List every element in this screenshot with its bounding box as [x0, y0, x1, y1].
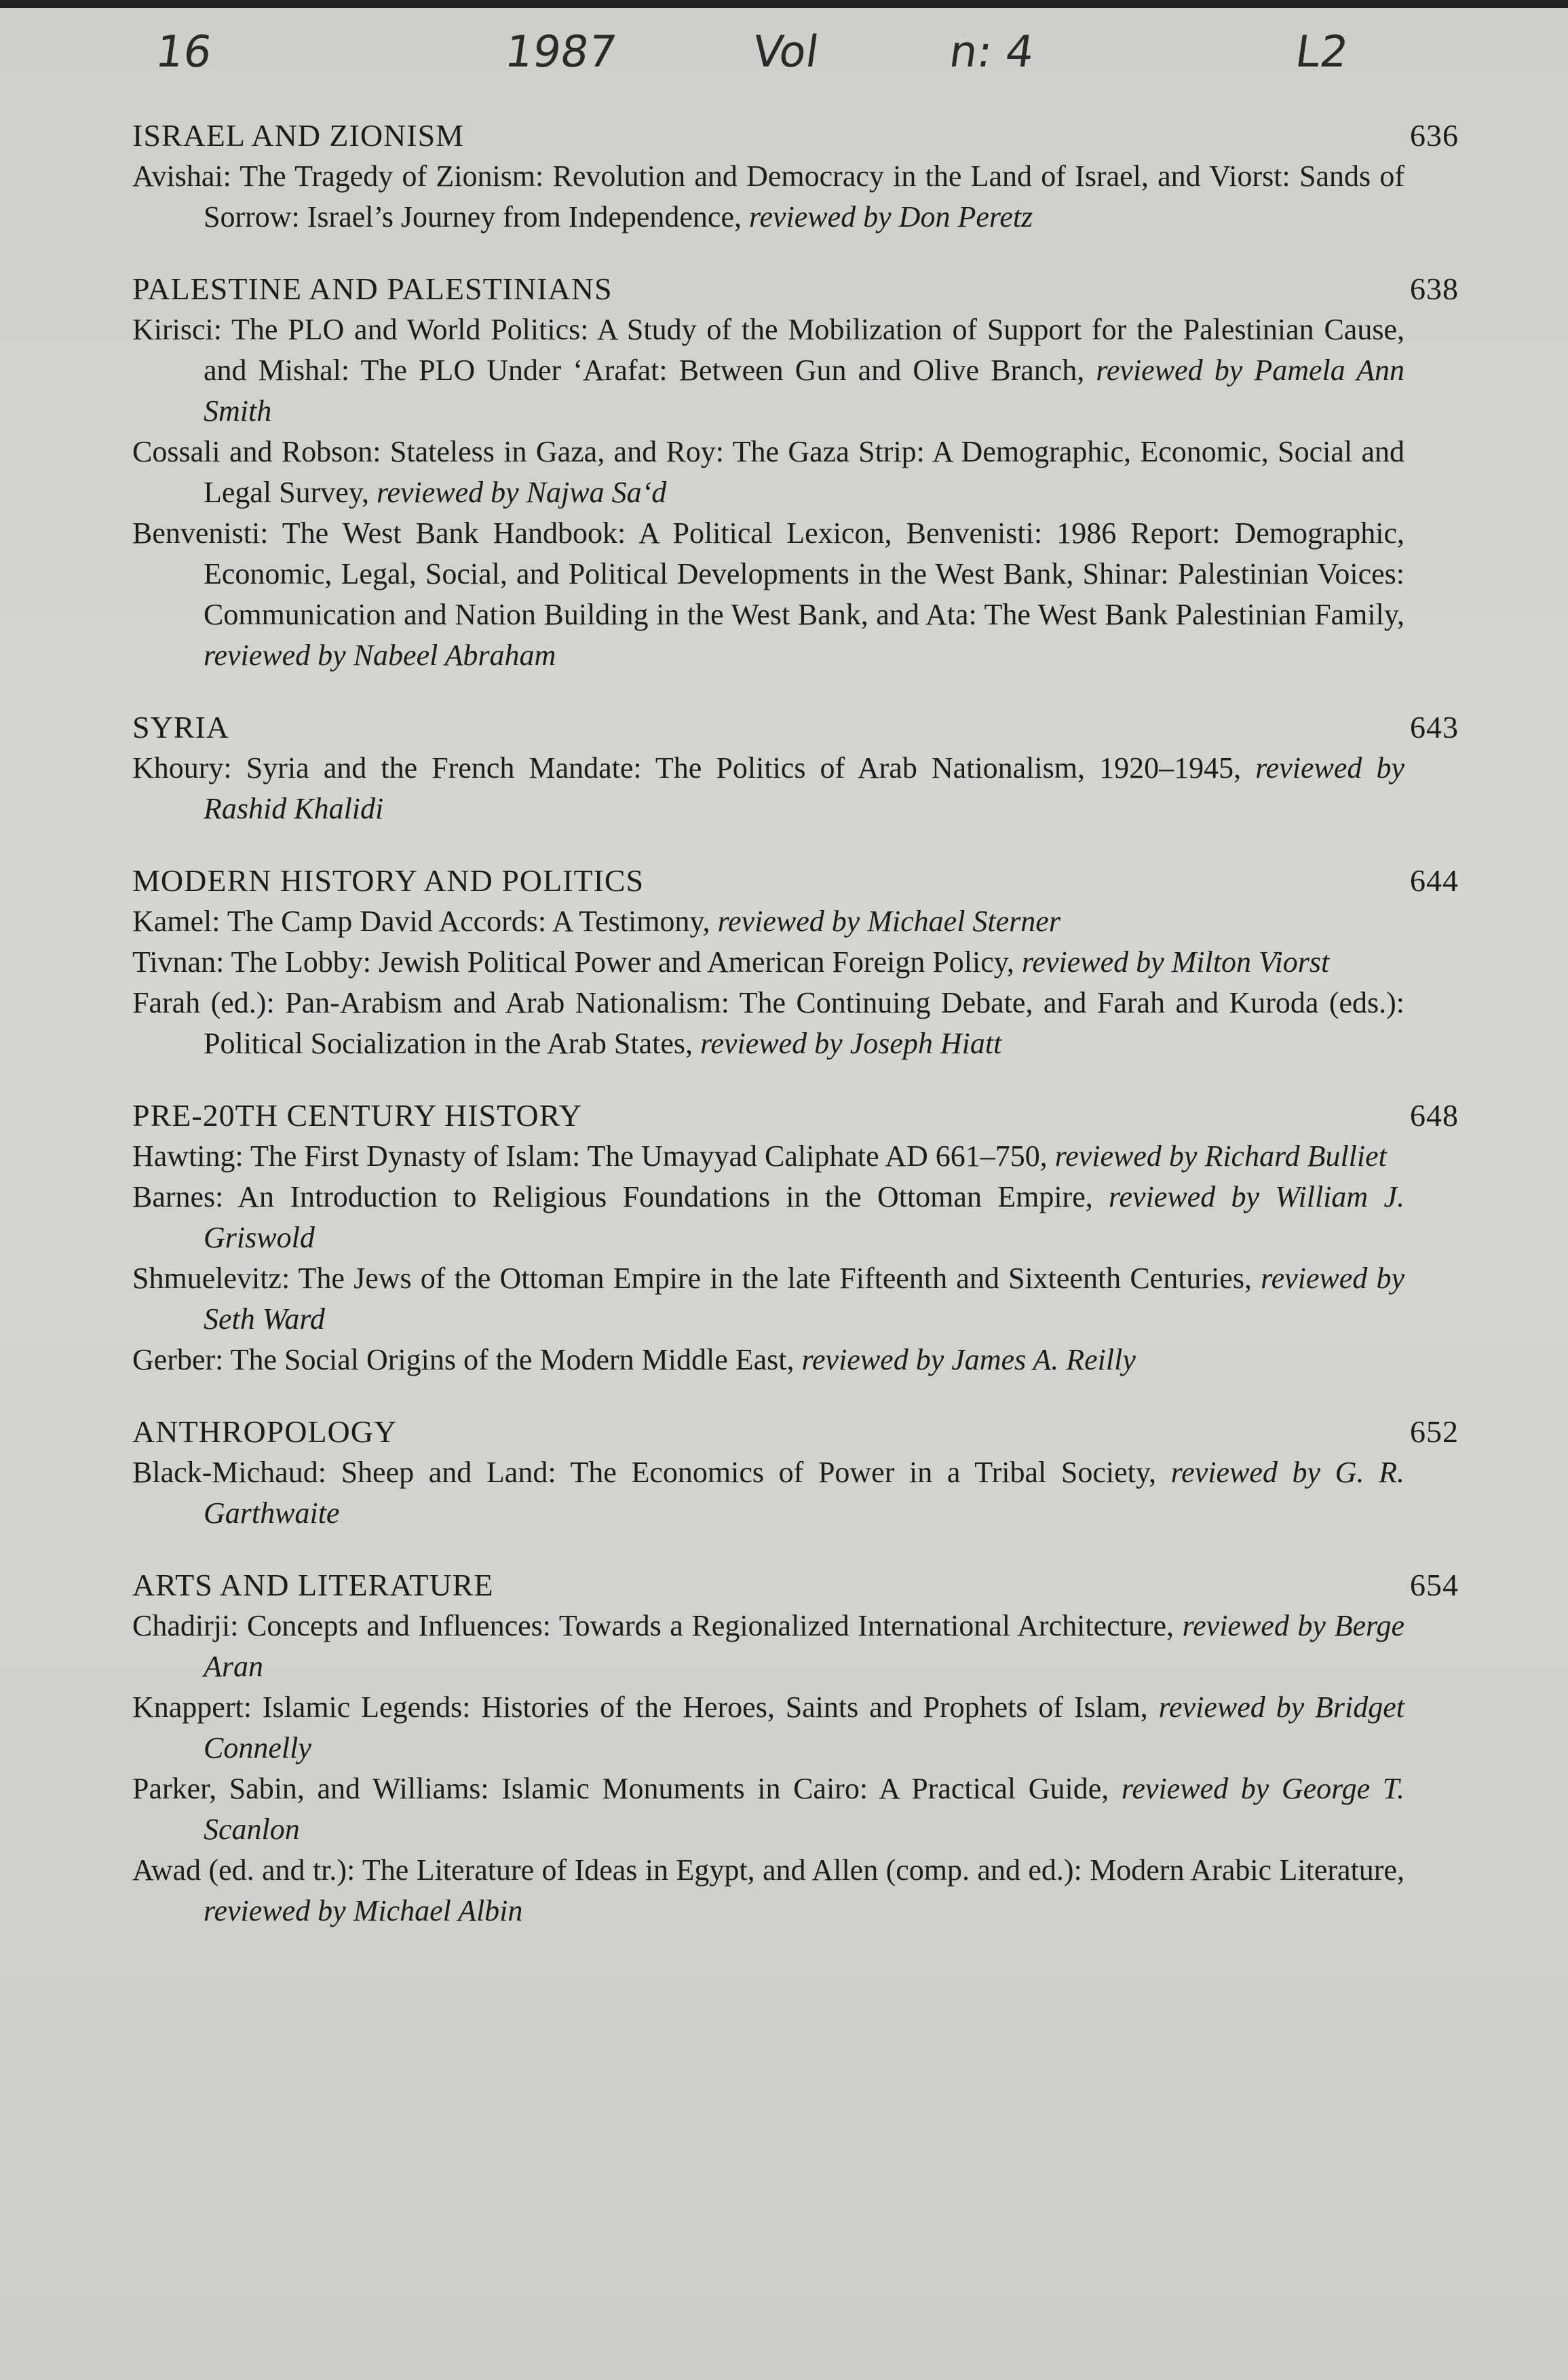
review-entry [132, 1136, 1404, 1177]
review-entry [132, 983, 1404, 1064]
review-entry [132, 748, 1404, 829]
book-citation: Hawting: The First Dynasty of Islam: The Umayyad Caliphate AD 661–750, [132, 1139, 1055, 1173]
review-section [132, 1095, 1459, 1380]
table-of-contents [132, 115, 1459, 1963]
section-page-number: 636 [1410, 118, 1459, 153]
section-title: PRE-20TH CENTURY HISTORY [132, 1098, 582, 1133]
section-title: ISRAEL AND ZIONISM [132, 118, 465, 153]
book-citation: Cossali and Robson: Stateless in Gaza, and Roy: The Gaza Strip: A Demographic, Economic, Social and Legal Survey, [132, 435, 1404, 509]
section-page-number: 638 [1410, 271, 1459, 306]
reviewer-credit: reviewed by Michael Sterner [717, 905, 1060, 938]
section-heading [132, 1565, 1459, 1606]
reviewer-credit: reviewed by Joseph Hiatt [700, 1027, 1002, 1060]
handwritten-note: L2 [1292, 27, 1352, 77]
review-entry [132, 942, 1404, 983]
section-page-number: 654 [1410, 1568, 1459, 1602]
reviewer-credit: reviewed by Berge Aran [204, 1609, 1404, 1683]
section-heading [132, 115, 1459, 156]
reviewer-credit: reviewed by Richard Bulliet [1054, 1139, 1387, 1173]
book-citation: Knappert: Islamic Legends: Histories of the Heroes, Saints and Prophets of Islam, [132, 1690, 1159, 1724]
reviewer-credit: reviewed by Rashid Khalidi [204, 751, 1404, 825]
review-entry [132, 901, 1404, 942]
review-section [132, 1565, 1459, 1931]
reviewer-credit: reviewed by Nabeel Abraham [204, 639, 556, 672]
reviewer-credit: reviewed by Milton Viorst [1021, 945, 1330, 979]
book-citation: Khoury: Syria and the French Mandate: The Politics of Arab Nationalism, 1920–1945, [132, 751, 1256, 785]
section-title: ANTHROPOLOGY [132, 1414, 398, 1449]
review-entry [132, 513, 1404, 676]
reviewer-credit: reviewed by Don Peretz [748, 200, 1033, 233]
book-citation: Barnes: An Introduction to Religious Foundations in the Ottoman Empire, [132, 1180, 1109, 1213]
reviewer-credit: reviewed by Bridget Connelly [204, 1690, 1404, 1764]
book-citation: Shmuelevitz: The Jews of the Ottoman Empire in the late Fifteenth and Sixteenth Centuries, [132, 1262, 1261, 1295]
book-citation: Farah (ed.): Pan-Arabism and Arab Nationalism: The Continuing Debate, and Farah and Kuroda (eds.): Political Socialization in the Arab States, [132, 986, 1404, 1060]
review-entry [132, 1606, 1404, 1687]
review-entry [132, 1258, 1404, 1340]
reviewer-credit: reviewed by Michael Albin [204, 1894, 523, 1927]
book-citation: Gerber: The Social Origins of the Modern Middle East, [132, 1343, 802, 1376]
review-section [132, 115, 1459, 238]
reviewer-credit: reviewed by Pamela Ann Smith [204, 354, 1404, 428]
review-entry [132, 156, 1404, 238]
review-entry [132, 1452, 1404, 1534]
review-entry [132, 1850, 1404, 1931]
book-citation: Kamel: The Camp David Accords: A Testimony, [132, 905, 718, 938]
section-heading [132, 707, 1459, 748]
section-heading [132, 1412, 1459, 1452]
review-section [132, 861, 1459, 1064]
review-entry [132, 1177, 1404, 1258]
reviewer-credit: reviewed by William J. Griswold [204, 1180, 1404, 1254]
section-title: MODERN HISTORY AND POLITICS [132, 863, 645, 898]
review-entry [132, 1340, 1404, 1380]
book-citation: Black-Michaud: Sheep and Land: The Economics of Power in a Tribal Society, [132, 1456, 1171, 1489]
reviewer-credit: reviewed by Seth Ward [204, 1262, 1404, 1336]
handwritten-annotation [0, 20, 1568, 88]
review-entry [132, 432, 1404, 513]
book-citation: Benvenisti: The West Bank Handbook: A Political Lexicon, Benvenisti: 1986 Report: Demographic, Economic, Legal, Social, and Political Developments in the West Bank, Shinar: Palestinian Voices: Communication and Nation Building in the West Bank, and Ata: The West Bank Palestinian Family, [132, 516, 1404, 631]
section-page-number: 652 [1410, 1414, 1459, 1449]
book-citation: Tivnan: The Lobby: Jewish Political Power and American Foreign Policy, [132, 945, 1022, 979]
review-section [132, 1412, 1459, 1534]
book-citation: Chadirji: Concepts and Influences: Towards a Regionalized International Architecture, [132, 1609, 1183, 1642]
review-entry [132, 1687, 1404, 1769]
section-title: ARTS AND LITERATURE [132, 1568, 494, 1602]
book-citation: Parker, Sabin, and Williams: Islamic Monuments in Cairo: A Practical Guide, [132, 1772, 1122, 1805]
book-citation: Avishai: The Tragedy of Zionism: Revolution and Democracy in the Land of Israel, and Viorst: Sands of Sorrow: Israel’s Journey from Independence, [132, 159, 1404, 233]
section-page-number: 644 [1410, 863, 1459, 898]
handwritten-note: Vol [749, 27, 822, 77]
section-title: SYRIA [132, 710, 230, 744]
book-citation: Kirisci: The PLO and World Politics: A Study of the Mobilization of Support for the Palestinian Cause, and Mishal: The PLO Under ‘Arafat: Between Gun and Olive Branch, [132, 313, 1404, 387]
reviewer-credit: reviewed by Najwa Sa‘d [376, 476, 667, 509]
scan-edge [0, 0, 1568, 8]
review-section [132, 269, 1459, 676]
section-page-number: 648 [1410, 1098, 1459, 1133]
book-citation: Awad (ed. and tr.): The Literature of Ideas in Egypt, and Allen (comp. and ed.): Modern Arabic Literature, [132, 1853, 1404, 1887]
section-title: PALESTINE AND PALESTINIANS [132, 271, 613, 306]
section-heading [132, 269, 1459, 309]
reviewer-credit: reviewed by G. R. Garthwaite [204, 1456, 1404, 1530]
review-section [132, 707, 1459, 829]
handwritten-note: n: 4 [946, 27, 1037, 77]
section-page-number: 643 [1410, 710, 1459, 744]
section-heading [132, 1095, 1459, 1136]
review-entry [132, 309, 1404, 432]
review-entry [132, 1769, 1404, 1850]
handwritten-note: 16 [152, 27, 215, 77]
reviewer-credit: reviewed by James A. Reilly [801, 1343, 1136, 1376]
section-heading [132, 861, 1459, 901]
reviewer-credit: reviewed by George T. Scanlon [204, 1772, 1404, 1846]
handwritten-note: 1987 [501, 27, 620, 77]
